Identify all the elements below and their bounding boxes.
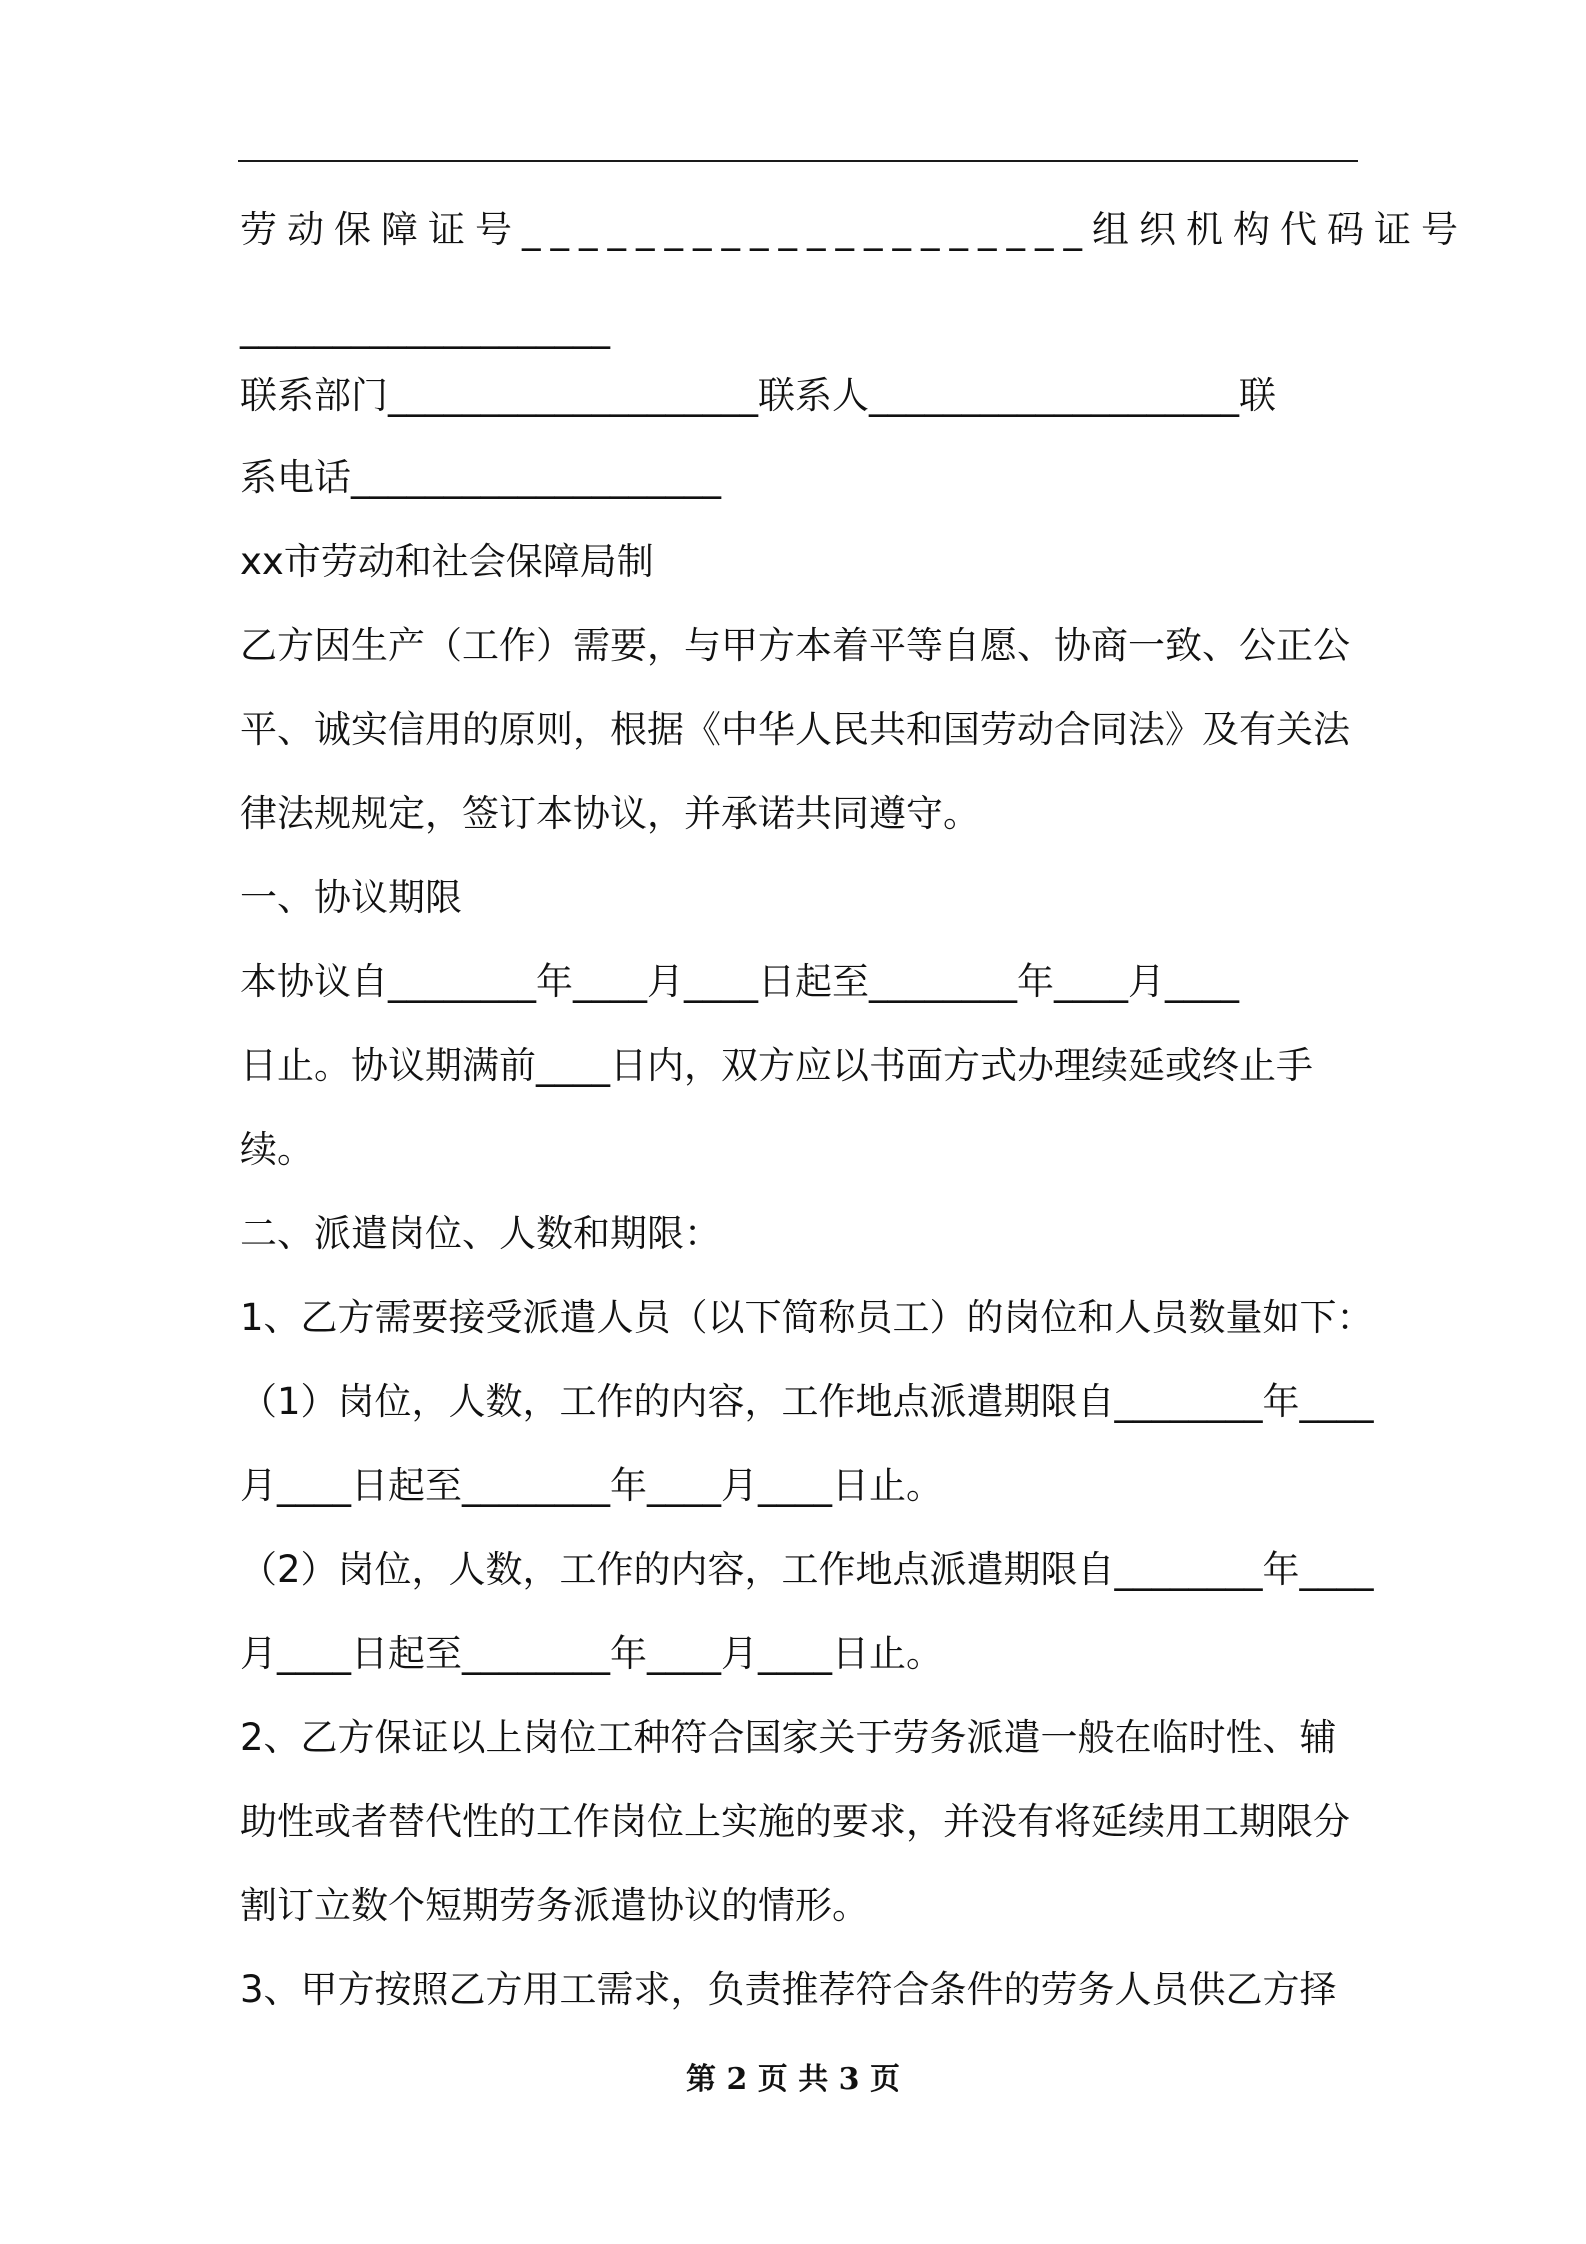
text-line-clause-1: 1、乙方需要接受派遣人员（以下简称员工）的岗位和人员数量如下： bbox=[240, 1296, 1374, 1339]
text-line-position-1a: （1）岗位，人数，工作的内容，工作地点派遣期限自________年____ bbox=[240, 1380, 1374, 1423]
text-line-term-2: 日止。协议期满前____日内，双方应以书面方式办理续延或终止手 bbox=[240, 1044, 1313, 1087]
text-line-preamble-3: 律法规规定，签订本协议，并承诺共同遵守。 bbox=[240, 792, 980, 835]
text-line-clause-2b: 助性或者替代性的工作岗位上实施的要求，并没有将延续用工期限分 bbox=[240, 1800, 1350, 1843]
section-heading-dispatch: 二、派遣岗位、人数和期限： bbox=[240, 1212, 721, 1255]
text-line-contact-department: 联系部门____________________联系人____________________联 bbox=[240, 374, 1276, 417]
page-number-footer: 第 2 页 共 3 页 bbox=[686, 2062, 900, 2097]
text-line-contact-phone: 系电话____________________ bbox=[240, 456, 721, 499]
text-line-position-2a: （2）岗位，人数，工作的内容，工作地点派遣期限自________年____ bbox=[240, 1548, 1374, 1591]
text-line-blank: ____________________ bbox=[240, 306, 610, 349]
section-heading-term: 一、协议期限 bbox=[240, 876, 462, 919]
text-line-position-2b: 月____日起至________年____月____日止。 bbox=[240, 1632, 943, 1675]
text-line-preamble-1: 乙方因生产（工作）需要，与甲方本着平等自愿、协商一致、公正公 bbox=[240, 624, 1350, 667]
text-line-clause-3: 3、甲方按照乙方用工需求，负责推荐符合条件的劳务人员供乙方择 bbox=[240, 1968, 1337, 2011]
text-line-term-1: 本协议自________年____月____日起至________年____月____ bbox=[240, 960, 1239, 1003]
text-line-clause-2a: 2、乙方保证以上岗位工种符合国家关于劳务派遣一般在临时性、辅 bbox=[240, 1716, 1337, 1759]
text-line-preamble-2: 平、诚实信用的原则，根据《中华人民共和国劳动合同法》及有关法 bbox=[240, 708, 1350, 751]
text-line-term-3: 续。 bbox=[240, 1128, 314, 1171]
text-line-clause-2c: 割订立数个短期劳务派遣协议的情形。 bbox=[240, 1884, 869, 1927]
text-line-issuer: xx市劳动和社会保障局制 bbox=[240, 540, 654, 583]
header-rule bbox=[238, 160, 1358, 162]
text-line-registration-numbers: 劳动保障证号____________________组织机构代码证号 bbox=[240, 208, 1468, 251]
text-line-position-1b: 月____日起至________年____月____日止。 bbox=[240, 1464, 943, 1507]
